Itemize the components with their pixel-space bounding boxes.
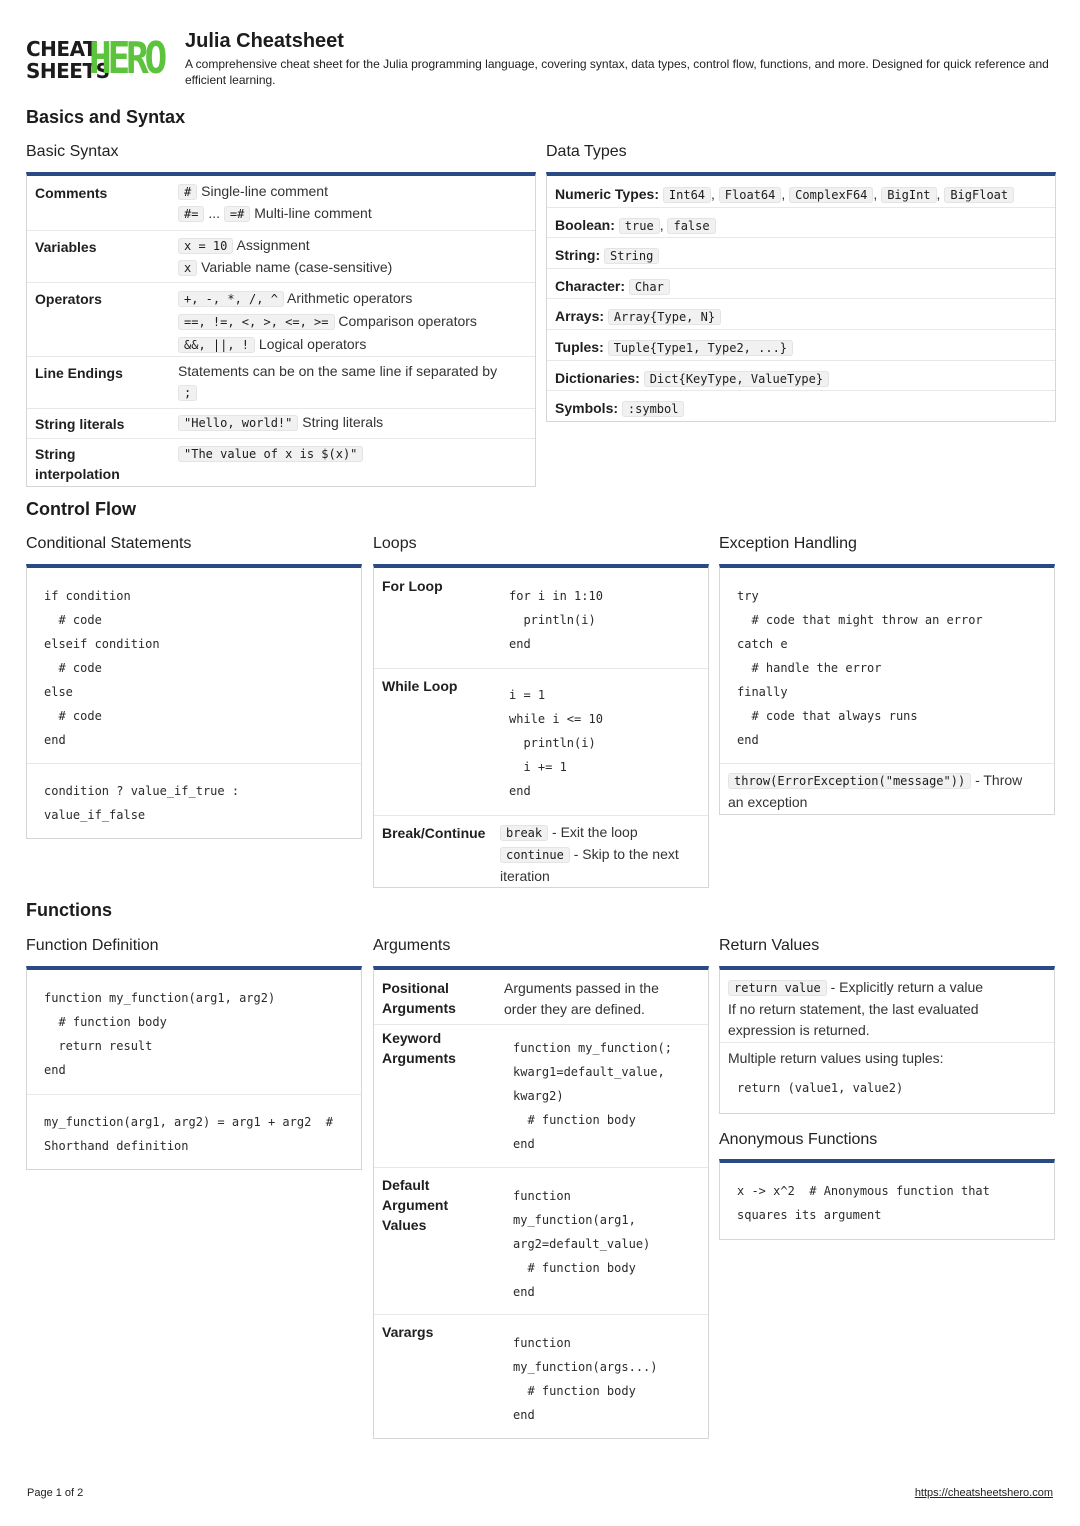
type-label: Tuples: <box>555 339 604 355</box>
code-snippet: x <box>178 260 197 276</box>
row-text: Single-line comment <box>201 183 328 199</box>
code-block: for i in 1:10 println(i) end <box>509 589 603 651</box>
code-snippet: "The value of x is $(x)" <box>178 446 363 462</box>
code-snippet: Int64 <box>663 187 711 203</box>
type-label: Symbols: <box>555 400 619 416</box>
page-title: Julia Cheatsheet <box>185 30 344 52</box>
function-definition-card <box>26 966 362 1170</box>
row-value <box>728 770 1022 813</box>
row-value <box>178 235 392 279</box>
row-text: - Exit the loop <box>552 824 638 840</box>
code-snippet: ; <box>178 385 197 401</box>
row-text: Comparison operators <box>338 313 477 329</box>
row-text: ... <box>208 205 221 221</box>
code-snippet: true <box>619 218 660 234</box>
code-snippet: ComplexF64 <box>789 187 873 203</box>
divider <box>27 1094 361 1095</box>
code-block: condition ? value_if_true : value_if_false <box>44 784 240 822</box>
card-title-anonymous: Anonymous Functions <box>719 1131 878 1148</box>
row-text: String literals <box>302 414 384 430</box>
row-label-line: Arguments <box>382 1050 456 1066</box>
code-block: function my_function(; kwarg1=default_value, kwarg2) # function body end <box>513 1041 672 1151</box>
table-row <box>27 282 535 356</box>
code-snippet: return value <box>728 980 827 996</box>
row-label <box>382 1175 448 1235</box>
code-snippet: +, -, *, /, ^ <box>178 291 284 307</box>
row-label <box>382 1028 456 1068</box>
row-label-line: Values <box>382 1217 427 1233</box>
row-label-line: Argument <box>382 1197 449 1213</box>
divider <box>547 207 1055 208</box>
row-label-line: String <box>35 446 76 462</box>
row-label: Operators <box>35 291 102 307</box>
exceptions-card <box>719 564 1055 815</box>
divider <box>374 1024 708 1025</box>
loops-card <box>373 564 709 888</box>
type-label: String: <box>555 247 601 263</box>
table-row <box>27 176 535 230</box>
row-label-line: Keyword <box>382 1030 442 1046</box>
code-snippet: Tuple{Type1, Type2, ...} <box>608 340 793 356</box>
basic-syntax-card <box>26 172 536 487</box>
card-title-data-types: Data Types <box>546 143 627 160</box>
row-label: Comments <box>35 185 108 201</box>
divider <box>720 763 1054 764</box>
row-text: Variable name (case-sensitive) <box>201 259 393 275</box>
code-snippet: Float64 <box>719 187 782 203</box>
row-text: iteration <box>500 868 550 884</box>
logo-hero-text: HERO <box>89 33 163 84</box>
code-snippet: break <box>500 825 548 841</box>
divider <box>547 298 1055 299</box>
row-label <box>35 444 120 484</box>
data-types-card <box>546 172 1056 422</box>
divider <box>547 390 1055 391</box>
return-values-card <box>719 966 1055 1114</box>
string-line <box>555 240 659 271</box>
row-text: Logical operators <box>258 336 367 352</box>
row-value <box>178 361 497 404</box>
code-snippet: Array{Type, N} <box>608 309 721 325</box>
code-snippet: #= <box>178 206 204 222</box>
table-row <box>27 438 535 487</box>
row-label: Line Endings <box>35 365 123 381</box>
card-title-function-definition: Function Definition <box>26 937 159 954</box>
row-label: Variables <box>35 239 97 255</box>
divider <box>547 268 1055 269</box>
row-text: - Explicitly return a value <box>830 979 984 995</box>
divider <box>720 1042 1054 1043</box>
code-snippet: Char <box>629 279 670 295</box>
row-value <box>500 822 679 887</box>
divider <box>547 360 1055 361</box>
conditional-card <box>26 564 362 839</box>
row-label: String literals <box>35 416 125 432</box>
code-snippet: false <box>667 218 715 234</box>
logo-sheets-text: SHEETS <box>26 59 110 83</box>
section-title-basics: Basics and Syntax <box>26 107 186 127</box>
arguments-card <box>373 966 709 1439</box>
row-label: Break/Continue <box>382 825 486 841</box>
row-text: Arithmetic operators <box>287 290 413 306</box>
page-header <box>26 30 1056 90</box>
row-label-line: Positional <box>382 980 449 996</box>
code-snippet: &&, ||, ! <box>178 337 255 353</box>
code-snippet: Dict{KeyType, ValueType} <box>644 371 829 387</box>
card-title-exceptions: Exception Handling <box>719 535 857 552</box>
divider <box>374 1314 708 1315</box>
card-title-basic-syntax: Basic Syntax <box>26 143 119 160</box>
code-snippet: # <box>178 184 197 200</box>
row-text: Multiple return values using tuples: <box>728 1050 944 1066</box>
code-snippet: continue <box>500 847 570 863</box>
card-title-conditional: Conditional Statements <box>26 535 192 552</box>
row-value <box>504 978 659 1020</box>
code-block: if condition # code elseif condition # code else # code end <box>44 589 160 747</box>
row-text: Arguments passed in the <box>504 980 659 996</box>
table-row <box>27 408 535 438</box>
code-block: return (value1, value2) <box>737 1081 904 1095</box>
numeric-types-line: Numeric Types: Int64 , Float64 , ComplexF64 , BigInt , BigFloat <box>555 179 1014 210</box>
code-block: i = 1 while i <= 10 println(i) i += 1 end <box>509 688 603 798</box>
row-text: - Skip to the next <box>573 846 679 862</box>
code-snippet: ==, !=, <, >, <=, >= <box>178 314 335 330</box>
divider <box>27 763 361 764</box>
code-snippet: "Hello, world!" <box>178 415 298 431</box>
row-value <box>178 287 477 356</box>
row-label: While Loop <box>382 678 458 694</box>
row-label: For Loop <box>382 578 443 594</box>
divider <box>547 237 1055 238</box>
code-snippet: BigFloat <box>944 187 1014 203</box>
row-text: - Throw <box>975 772 1023 788</box>
row-value <box>728 977 983 1041</box>
card-title-return-values: Return Values <box>719 937 820 954</box>
arrays-line <box>555 301 721 332</box>
row-text: expression is returned. <box>728 1022 870 1038</box>
code-snippet: :symbol <box>622 401 685 417</box>
divider <box>374 815 708 816</box>
type-label: Numeric Types: <box>555 186 659 202</box>
section-title-functions: Functions <box>26 900 112 920</box>
site-link[interactable]: https://cheatsheetshero.com <box>914 1487 1053 1499</box>
code-snippet: String <box>604 248 659 264</box>
row-text: order they are defined. <box>504 1001 645 1017</box>
divider <box>547 329 1055 330</box>
row-value <box>178 443 363 465</box>
code-snippet: BigInt <box>881 187 936 203</box>
type-label: Arrays: <box>555 308 605 324</box>
row-text: an exception <box>728 794 808 810</box>
row-label-line: Arguments <box>382 1000 456 1016</box>
tuples-line <box>555 332 793 363</box>
card-title-arguments: Arguments <box>373 937 451 954</box>
type-label: Character: <box>555 278 626 294</box>
code-snippet: =# <box>224 206 250 222</box>
boolean-line: Boolean: true , false <box>555 210 716 241</box>
page-subtitle: A comprehensive cheat sheet for the Julia programming language, covering syntax, data types, control flow, functions, and more. Designed for quick reference and efficient learning. <box>185 57 1049 87</box>
code-snippet: throw(ErrorException("message")) <box>728 773 971 789</box>
code-block: my_function(arg1, arg2) = arg1 + arg2 # Shorthand definition <box>44 1115 333 1153</box>
symbols-line <box>555 393 684 424</box>
row-value <box>178 181 372 225</box>
type-label: Boolean: <box>555 217 615 233</box>
row-text: If no return statement, the last evaluated <box>728 1001 979 1017</box>
table-row <box>27 356 535 408</box>
type-label: Dictionaries: <box>555 370 640 386</box>
row-label: Varargs <box>382 1324 434 1340</box>
row-label <box>382 978 456 1018</box>
divider <box>374 668 708 669</box>
cheatsheets-hero-logo[interactable] <box>26 33 176 84</box>
code-block: x -> x^2 # Anonymous function that squares its argument <box>737 1184 990 1222</box>
row-label-line: Default <box>382 1177 430 1193</box>
row-text: Multi-line comment <box>254 205 372 221</box>
code-block: function my_function(arg1, arg2=default_value) # function body end <box>513 1189 651 1299</box>
code-block: function my_function(args...) # function body end <box>513 1336 658 1422</box>
code-snippet: x = 10 <box>178 238 233 254</box>
section-title-control-flow: Control Flow <box>26 499 136 519</box>
anonymous-card <box>719 1159 1055 1240</box>
divider <box>374 1167 708 1168</box>
row-value <box>178 412 383 434</box>
logo-cheat-text: CHEAT <box>26 37 97 61</box>
table-row <box>27 230 535 282</box>
row-label-line: interpolation <box>35 466 120 482</box>
page-number: Page 1 of 2 <box>27 1487 84 1499</box>
card-title-loops: Loops <box>373 535 417 552</box>
row-text: Assignment <box>236 237 310 253</box>
code-block: try # code that might throw an error catch e # handle the error finally # code that always runs end <box>737 589 983 747</box>
code-block: function my_function(arg1, arg2) # function body return result end <box>44 991 276 1077</box>
row-text: Statements can be on the same line if separated by <box>178 363 498 379</box>
